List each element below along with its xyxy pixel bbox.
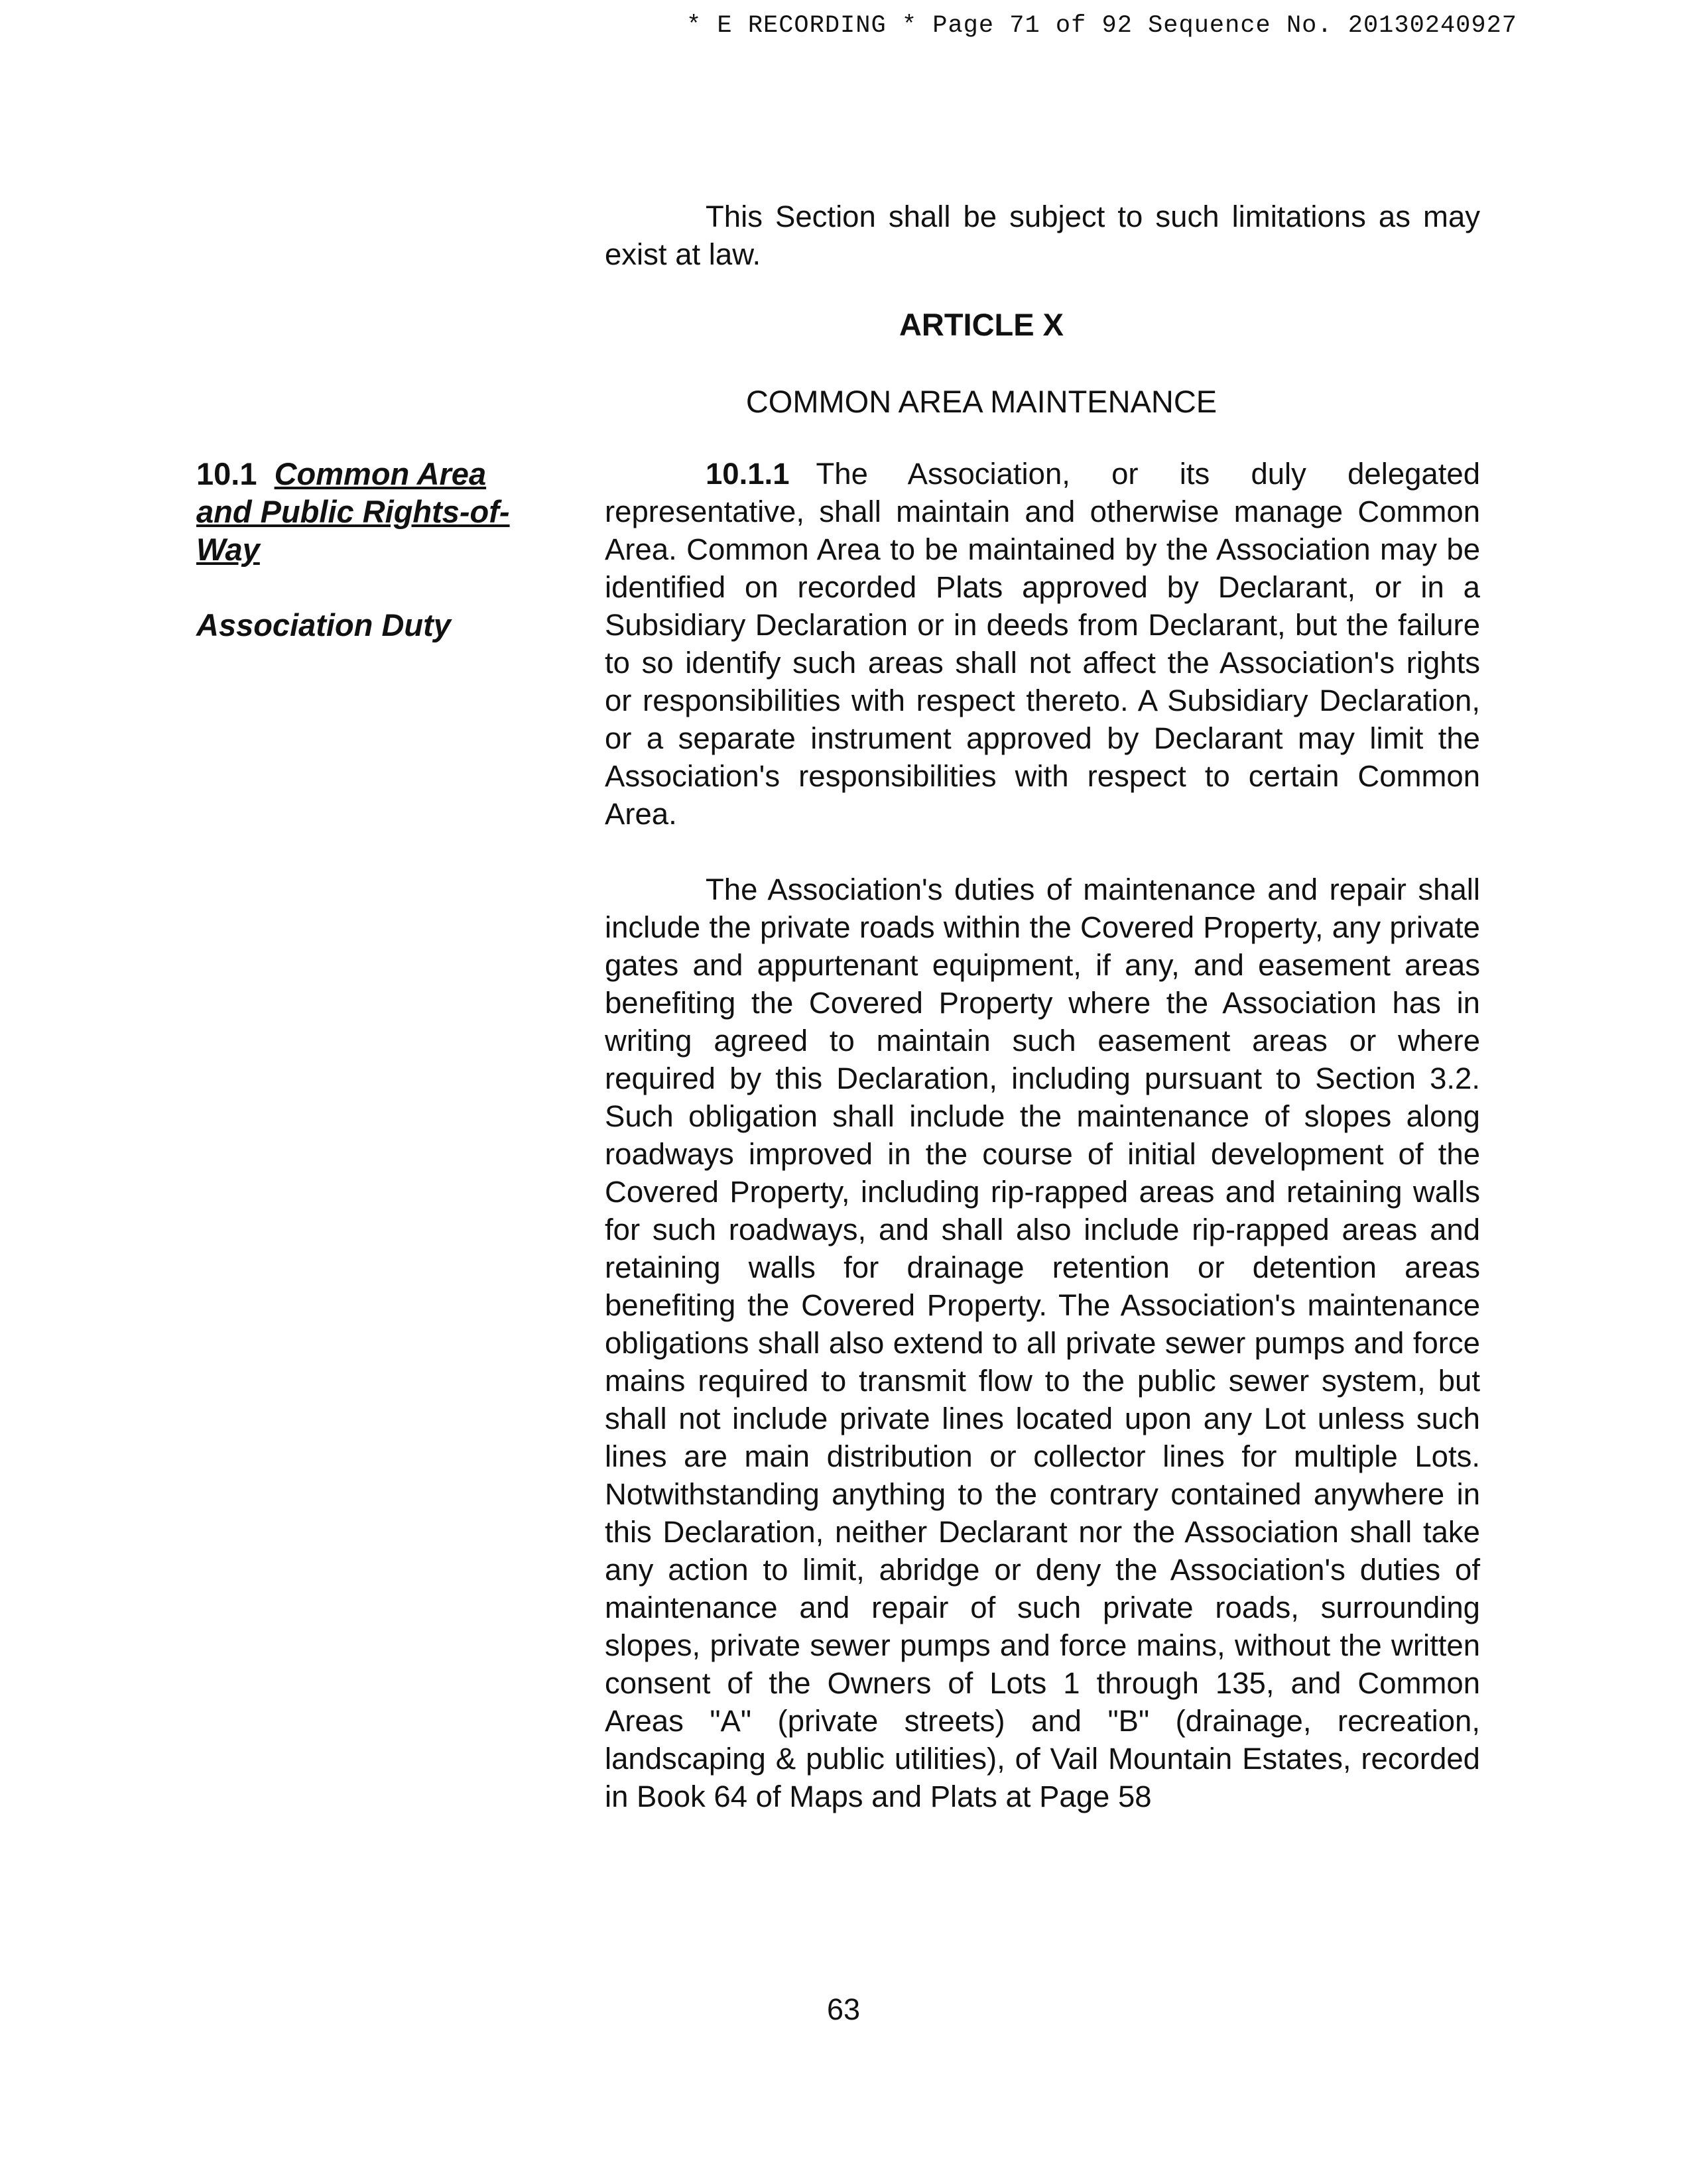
section-heading: Common Area and Public Rights-of-Way: [196, 456, 510, 567]
article-subtitle: COMMON AREA MAINTENANCE: [745, 384, 1218, 419]
margin-subheading: Association Duty: [196, 607, 451, 642]
article-title: ARTICLE X: [899, 307, 1064, 342]
margin-notes: [196, 455, 541, 644]
intro-block: [605, 198, 1480, 273]
body-paragraph-2: The Association's duties of maintenance and repair shall include the private roads within the Covered Property, any private gates and appurtenant equipment, if any, and easement areas benefiting the Covered Property where the Association has in writing agreed to maintain such easement areas or where required by this Declaration, including pursuant to Section 3.2. Such obligation shall include the maintenance of slopes along roadways improved in the course of initial development of the Covered Property, including rip-rapped areas and retaining walls for such roadways, and shall also include rip-rapped areas and retaining walls for drainage retention or detention areas benefiting the Covered Property. The Association's maintenance obligations shall also extend to all private sewer pumps and force mains required to transmit flow to the public sewer system, but shall not include private lines located upon any Lot unless such lines are main distribution or collector lines for multiple Lots. Notwithstanding anything to the contrary contained anywhere in this Declaration, neither Declarant nor the Association shall take any action to limit, abridge or deny the Association's duties of maintenance and repair of such private roads, surrounding slopes, private sewer pumps and force mains, without the written consent of the Owners of Lots 1 through 135, and Common Areas "A" (private streets) and "B" (drainage, recreation, landscaping & public utilities), of Vail Mountain Estates, recorded in Book 64 of Maps and Plats at Page 58: [605, 873, 1480, 1813]
intro-paragraph: This Section shall be subject to such limitations as may exist at law.: [605, 200, 1480, 271]
section-number: 10.1: [196, 456, 257, 491]
page-number: 63: [826, 1992, 861, 2026]
recording-stamp: * E RECORDING * Page 71 of 92 Sequence No. 20130240927: [686, 12, 1517, 40]
body-paragraph-1: [605, 455, 1480, 833]
subsection-number: 10.1.1: [706, 457, 790, 491]
section-body: [605, 455, 1480, 1815]
body-paragraph-1-text: The Association, or its duly delegated representative, shall maintain and otherwise manage Common Area. Common Area to be maintained by the Association may be identified on recorded Plats approved by Declarant, or in a Subsidiary Declaration or in deeds from Declarant, but the failure to so identify such areas shall not affect the Association's rights or responsibilities with respect thereto. A Subsidiary Declaration, or a separate instrument approved by Declarant may limit the Association's responsibilities with respect to certain Common Area.: [605, 457, 1480, 831]
